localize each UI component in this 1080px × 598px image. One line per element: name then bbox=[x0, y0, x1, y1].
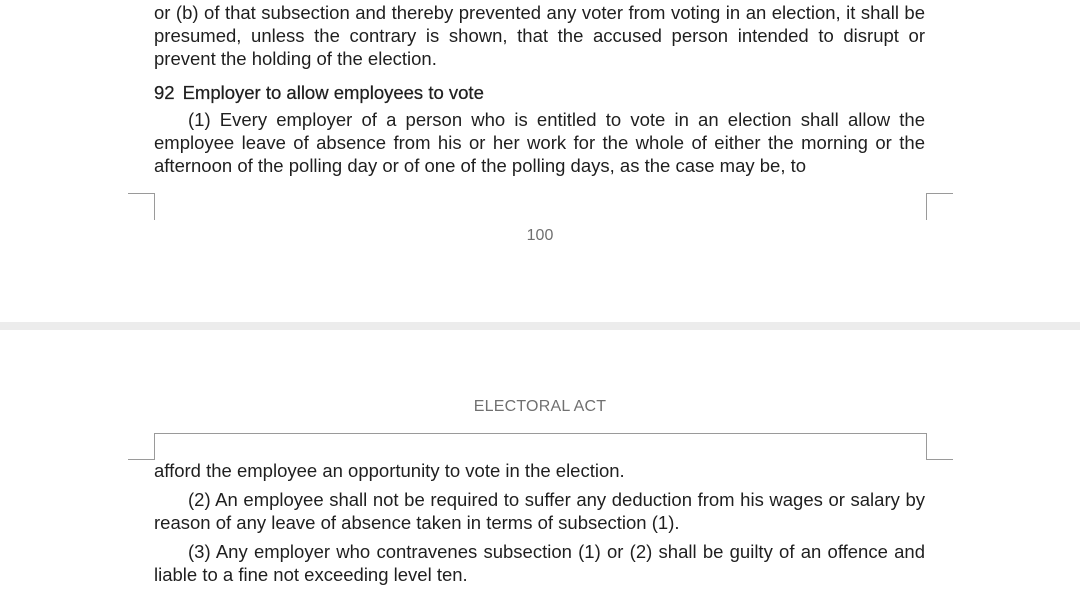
subsection-2: (2) An employee shall not be required to suffer any deduction from his wages or salary by reason of any leave of absence taken in terms of subsection (1). bbox=[154, 489, 925, 533]
crop-mark-bottom-right bbox=[926, 193, 953, 220]
section-number: 92 bbox=[154, 82, 175, 103]
section-heading bbox=[154, 81, 484, 104]
crop-mark-top-left bbox=[128, 433, 155, 460]
subsection-1: (1) Every employer of a person who is entitled to vote in an election shall allow the employee leave of absence from his or her work for the whole of either the morning or the afternoon of the polling day or of one of the polling days, as the case may be, to bbox=[154, 109, 925, 176]
page-separator bbox=[0, 322, 1080, 330]
page-101 bbox=[0, 330, 1080, 598]
running-header: ELECTORAL ACT bbox=[473, 398, 607, 415]
crop-mark-top-right bbox=[926, 433, 953, 460]
page-top-text-block bbox=[154, 1, 925, 70]
subsection-3: (3) Any employer who contravenes subsection (1) or (2) shall be guilty of an offence and liable to a fine not exceeding level ten. bbox=[154, 541, 925, 585]
header-rule bbox=[154, 433, 926, 434]
continued-paragraph: or (b) of that subsection and thereby prevented any voter from voting in an election, it shall be presumed, unless the contrary is shown, that the accused person intended to disrupt or prevent the holding of the election. bbox=[154, 2, 925, 69]
page-bottom-text-block bbox=[154, 459, 925, 586]
continued-paragraph: afford the employee an opportunity to vote in the election. bbox=[154, 460, 625, 481]
page-number: 100 bbox=[526, 227, 554, 244]
crop-mark-bottom-left bbox=[128, 193, 155, 220]
section-body bbox=[154, 108, 925, 177]
section-title: Employer to allow employees to vote bbox=[182, 82, 484, 103]
